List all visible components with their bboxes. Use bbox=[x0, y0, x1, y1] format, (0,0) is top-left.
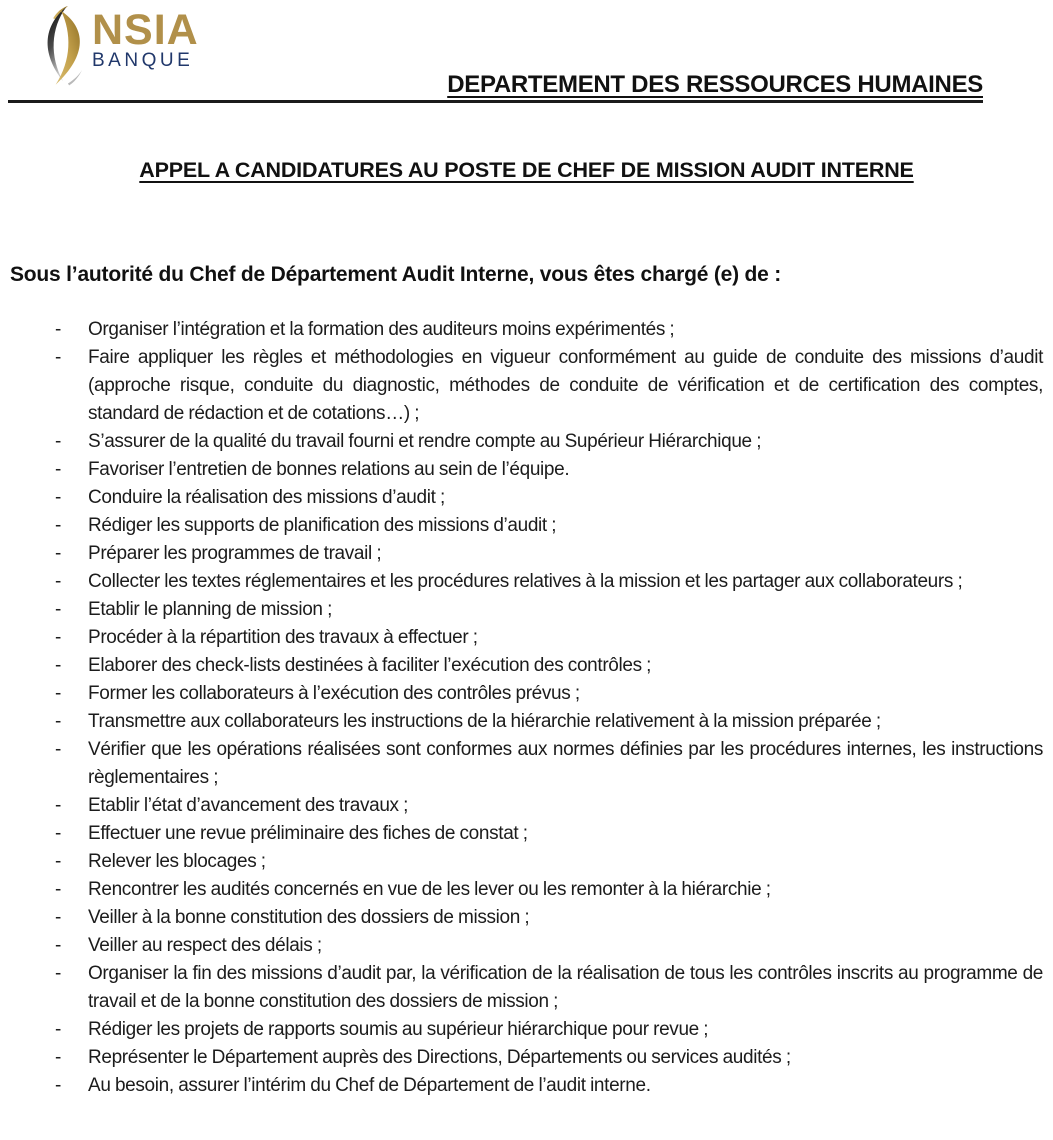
list-item-marker: - bbox=[55, 935, 61, 956]
list-item bbox=[0, 792, 1043, 820]
list-item bbox=[0, 512, 1043, 540]
document-title: APPEL A CANDIDATURES AU POSTE DE CHEF DE MISSION AUDIT INTERNE bbox=[139, 158, 914, 182]
document-header bbox=[8, 0, 983, 103]
list-item-text: Elaborer des check-lists destinées à faciliter l’exécution des contrôles ; bbox=[88, 655, 652, 676]
list-item bbox=[0, 1016, 1043, 1044]
list-item-marker: - bbox=[55, 1047, 61, 1068]
list-item bbox=[0, 736, 1043, 792]
list-item-text: Organiser l’intégration et la formation des auditeurs moins expérimentés ; bbox=[88, 319, 675, 340]
list-item bbox=[0, 484, 1043, 512]
list-item-text: Au besoin, assurer l’intérim du Chef de Département de l’audit interne. bbox=[88, 1075, 651, 1096]
intro-line: Sous l’autorité du Chef de Département Audit Interne, vous êtes chargé (e) de : bbox=[10, 263, 782, 286]
list-item bbox=[0, 1072, 1043, 1100]
list-item-text: Etablir le planning de mission ; bbox=[88, 599, 332, 620]
list-item bbox=[0, 848, 1043, 876]
logo-subbrand-text: BANQUE bbox=[92, 49, 194, 71]
list-item-marker: - bbox=[55, 459, 61, 480]
list-item-marker: - bbox=[55, 963, 61, 984]
list-item bbox=[0, 456, 1043, 484]
list-item bbox=[0, 876, 1043, 904]
list-item-text: Préparer les programmes de travail ; bbox=[88, 543, 382, 564]
list-item-text: S’assurer de la qualité du travail fourni et rendre compte au Supérieur Hiérarchique ; bbox=[88, 431, 762, 452]
list-item bbox=[0, 540, 1043, 568]
list-item bbox=[0, 652, 1043, 680]
list-item-text: Effectuer une revue préliminaire des fiches de constat ; bbox=[88, 823, 528, 844]
list-item-marker: - bbox=[55, 571, 61, 592]
list-item-marker: - bbox=[55, 347, 61, 368]
list-item bbox=[0, 820, 1043, 848]
list-item bbox=[0, 1044, 1043, 1072]
list-item-marker: - bbox=[55, 711, 61, 732]
responsibilities-list bbox=[0, 316, 1043, 1100]
list-item-text: Représenter le Département auprès des Directions, Départements ou services audités ; bbox=[88, 1047, 791, 1068]
list-item-text: Organiser la fin des missions d’audit par, la vérification de la réalisation de tous les contrôles inscrits au programme de travail et de la bonne constitution des dossiers de mission ; bbox=[88, 963, 1043, 1012]
list-item-text: Relever les blocages ; bbox=[88, 851, 266, 872]
list-item-text: Veiller à la bonne constitution des dossiers de mission ; bbox=[88, 907, 530, 928]
list-item bbox=[0, 680, 1043, 708]
list-item-marker: - bbox=[55, 515, 61, 536]
nsia-swoosh-icon bbox=[30, 6, 96, 86]
list-item-marker: - bbox=[55, 683, 61, 704]
nsia-banque-logo bbox=[30, 6, 199, 86]
list-item-marker: - bbox=[55, 319, 61, 340]
list-item bbox=[0, 960, 1043, 1016]
list-item-text: Conduire la réalisation des missions d’audit ; bbox=[88, 487, 445, 508]
list-item-text: Rédiger les supports de planification des missions d’audit ; bbox=[88, 515, 557, 536]
list-item-marker: - bbox=[55, 543, 61, 564]
list-item-marker: - bbox=[55, 487, 61, 508]
list-item-text: Collecter les textes réglementaires et les procédures relatives à la mission et les partager aux collaborateurs ; bbox=[88, 571, 963, 592]
list-item-text: Etablir l’état d’avancement des travaux ; bbox=[88, 795, 409, 816]
list-item-marker: - bbox=[55, 823, 61, 844]
list-item-text: Faire appliquer les règles et méthodologies en vigueur conformément au guide de conduite des missions d’audit (approche risque, conduite du diagnostic, méthodes de conduite de vérification et de certification des comptes, standard de rédaction et de cotations…) ; bbox=[88, 347, 1043, 424]
list-item-marker: - bbox=[55, 739, 61, 760]
nsia-banque-wordmark bbox=[92, 6, 199, 71]
list-item bbox=[0, 596, 1043, 624]
list-item-marker: - bbox=[55, 851, 61, 872]
list-item bbox=[0, 904, 1043, 932]
list-item-text: Former les collaborateurs à l’exécution des contrôles prévus ; bbox=[88, 683, 580, 704]
department-title: DEPARTEMENT DES RESSOURCES HUMAINES bbox=[447, 71, 983, 98]
list-item-marker: - bbox=[55, 431, 61, 452]
list-item-text: Favoriser l’entretien de bonnes relations au sein de l’équipe. bbox=[88, 459, 570, 480]
list-item bbox=[0, 932, 1043, 960]
list-item-marker: - bbox=[55, 599, 61, 620]
list-item-marker: - bbox=[55, 879, 61, 900]
list-item-text: Procéder à la répartition des travaux à effectuer ; bbox=[88, 627, 478, 648]
list-item-marker: - bbox=[55, 795, 61, 816]
list-item bbox=[0, 316, 1043, 344]
list-item-text: Veiller au respect des délais ; bbox=[88, 935, 322, 956]
list-item-marker: - bbox=[55, 627, 61, 648]
list-item-text: Transmettre aux collaborateurs les instructions de la hiérarchie relativement à la mission préparée ; bbox=[88, 711, 881, 732]
list-item-marker: - bbox=[55, 907, 61, 928]
logo-brand-text: NSIA bbox=[92, 6, 199, 54]
list-item bbox=[0, 624, 1043, 652]
list-item-marker: - bbox=[55, 1075, 61, 1096]
list-item bbox=[0, 344, 1043, 428]
list-item-text: Vérifier que les opérations réalisées sont conformes aux normes définies par les procédures internes, les instructions règlementaires ; bbox=[88, 739, 1043, 788]
list-item-text: Rencontrer les audités concernés en vue de les lever ou les remonter à la hiérarchie ; bbox=[88, 879, 771, 900]
list-item bbox=[0, 568, 1043, 596]
list-item bbox=[0, 708, 1043, 736]
list-item-marker: - bbox=[55, 1019, 61, 1040]
list-item-text: Rédiger les projets de rapports soumis au supérieur hiérarchique pour revue ; bbox=[88, 1019, 709, 1040]
list-item-marker: - bbox=[55, 655, 61, 676]
list-item bbox=[0, 428, 1043, 456]
